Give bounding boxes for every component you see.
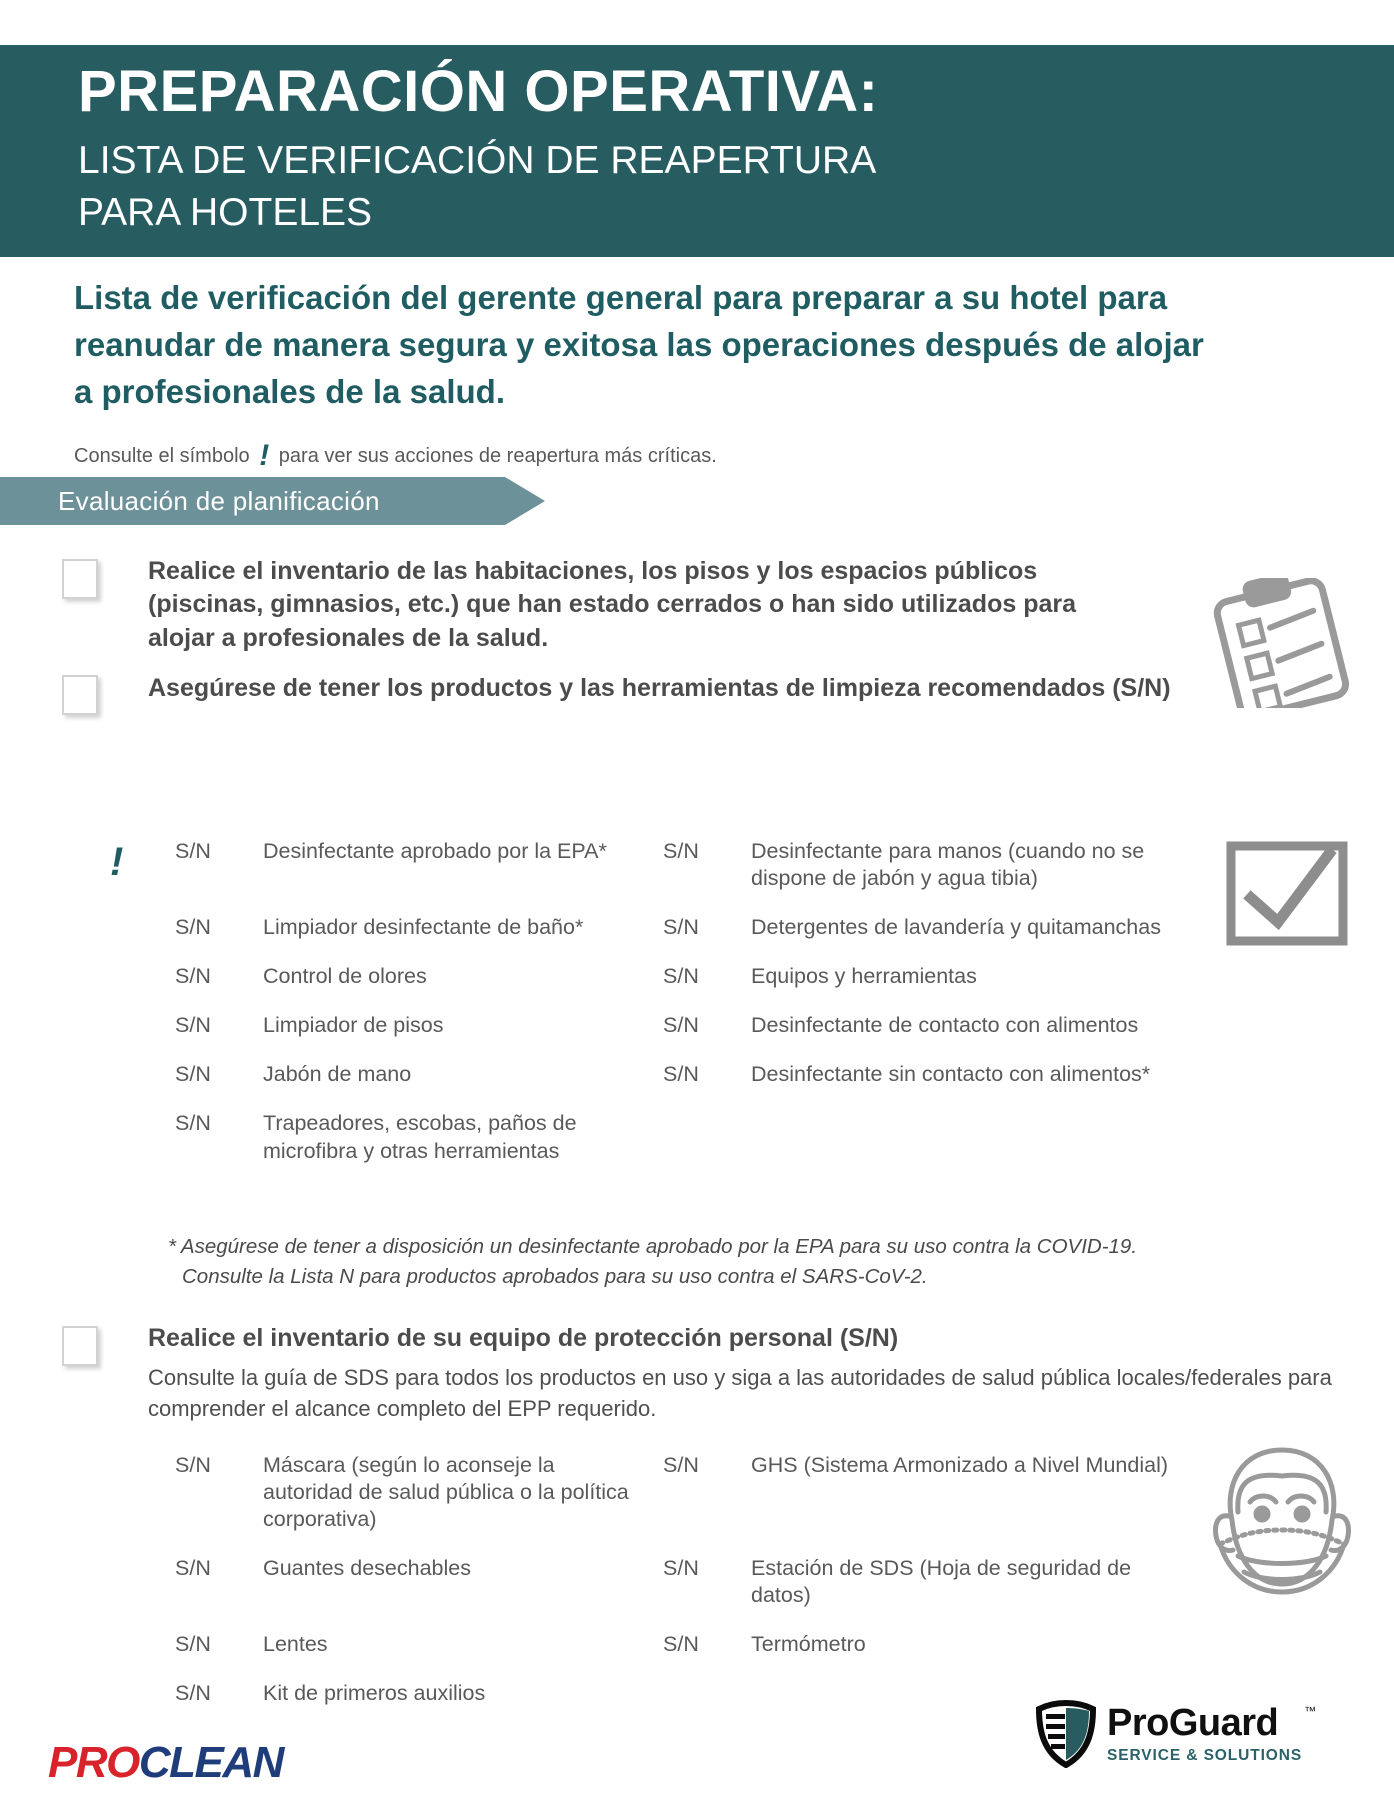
sn-item-label: Desinfectante de contacto con alimentos bbox=[751, 1013, 1139, 1038]
sn-label[interactable]: S/N bbox=[175, 1013, 211, 1038]
proguard-trademark: ™ bbox=[1304, 1703, 1317, 1718]
page-subtitle-line1: LISTA DE VERIFICACIÓN DE REAPERTURA bbox=[78, 139, 877, 182]
intro-note bbox=[74, 432, 1214, 474]
sn-label[interactable]: S/N bbox=[175, 1111, 211, 1136]
intro-note-before: Consulte el símbolo bbox=[74, 444, 250, 467]
exclamation-icon: ! bbox=[259, 438, 270, 472]
sn-label[interactable] bbox=[663, 1110, 751, 1186]
sn-item-label: Equipos y herramientas bbox=[751, 964, 977, 989]
proguard-tagline: SERVICE & SOLUTIONS bbox=[1107, 1746, 1303, 1764]
proclean-logo bbox=[48, 1738, 283, 1788]
checkbox-item-2[interactable] bbox=[62, 675, 98, 715]
masked-face-icon bbox=[1198, 1432, 1366, 1604]
epa-footnote-line1: * Asegúrese de tener a disposición un desinfectante aprobado por la EPA para su uso contra la COVID-19. bbox=[168, 1235, 1138, 1258]
sn-label[interactable] bbox=[663, 1680, 751, 1729]
sn-label[interactable]: S/N bbox=[663, 1632, 699, 1657]
sn-label[interactable]: S/N bbox=[663, 839, 699, 863]
ppe-grid bbox=[175, 1452, 1185, 1730]
shield-icon bbox=[1035, 1700, 1097, 1768]
sn-label[interactable]: S/N bbox=[663, 964, 699, 989]
sn-item-label: Desinfectante aprobado por la EPA* bbox=[263, 839, 607, 863]
checkmark-box-icon bbox=[1225, 840, 1355, 950]
sn-item-label: Kit de primeros auxilios bbox=[263, 1681, 486, 1706]
proguard-wordmark bbox=[1107, 1701, 1317, 1765]
sn-label[interactable]: S/N bbox=[663, 1013, 699, 1038]
sn-item-label: Limpiador de pisos bbox=[263, 1013, 444, 1038]
sn-label[interactable]: S/N bbox=[175, 915, 211, 940]
page-subtitle bbox=[78, 135, 1178, 239]
checkbox-item-1[interactable] bbox=[62, 559, 98, 599]
sn-label[interactable]: S/N bbox=[175, 839, 211, 863]
sn-label[interactable]: S/N bbox=[175, 1556, 211, 1581]
sn-label[interactable]: S/N bbox=[175, 1062, 211, 1087]
proguard-name: ProGuard bbox=[1107, 1701, 1279, 1744]
proclean-logo-pro: PRO bbox=[48, 1738, 139, 1787]
proguard-logo bbox=[1035, 1700, 1317, 1768]
sn-label[interactable]: S/N bbox=[663, 1062, 699, 1087]
sn-item-label: Control de olores bbox=[263, 964, 427, 989]
intro-note-after: para ver sus acciones de reapertura más críticas. bbox=[278, 444, 717, 467]
page-header bbox=[0, 45, 1394, 257]
sn-item-label bbox=[751, 1110, 1195, 1186]
sn-item-label: Trapeadores, escobas, paños de microfibra y otras herramientas bbox=[263, 1111, 577, 1163]
sn-item-label: Termómetro bbox=[751, 1632, 866, 1657]
page-title: PREPARACIÓN OPERATIVA: bbox=[78, 59, 879, 124]
sn-item-label: Desinfectante para manos (cuando no se dispone de jabón y agua tibia) bbox=[751, 839, 1145, 891]
section-banner bbox=[0, 477, 545, 525]
cleaning-products-grid bbox=[175, 838, 1195, 1187]
sn-item-label: GHS (Sistema Armonizado a Nivel Mundial) bbox=[751, 1453, 1169, 1477]
sn-item-label: Jabón de mano bbox=[263, 1062, 412, 1087]
proclean-logo-clean: CLEAN bbox=[138, 1738, 283, 1787]
sn-label[interactable]: S/N bbox=[663, 915, 699, 940]
sn-item-label: Máscara (según lo aconseje la autoridad de salud pública o la política corporativa) bbox=[263, 1453, 629, 1532]
section-banner-label: Evaluación de planificación bbox=[58, 486, 380, 516]
epa-footnote bbox=[168, 1232, 1348, 1291]
checklist-item-1 bbox=[62, 555, 1082, 655]
sn-item-label: Lentes bbox=[263, 1632, 328, 1657]
sn-item-label: Guantes desechables bbox=[263, 1556, 471, 1581]
checkbox-item-3[interactable] bbox=[62, 1326, 98, 1366]
sn-label[interactable]: S/N bbox=[175, 1681, 211, 1706]
page-subtitle-line2: PARA HOTELES bbox=[78, 190, 373, 234]
checklist-item-3 bbox=[62, 1322, 1342, 1424]
sn-label[interactable]: S/N bbox=[663, 1453, 699, 1477]
sn-item-label: Limpiador desinfectante de baño* bbox=[263, 915, 584, 940]
checklist-item-3-label: Realice el inventario de su equipo de protección personal (S/N) bbox=[148, 1324, 899, 1352]
sn-item-label: Detergentes de lavandería y quitamanchas bbox=[751, 915, 1161, 940]
intro-block bbox=[74, 275, 1214, 474]
intro-lead-text: Lista de verificación del gerente general para preparar a su hotel para reanudar de manera segura y exitosa las operaciones después de alojar a profesionales de la salud. bbox=[74, 279, 1204, 410]
sn-label[interactable]: S/N bbox=[663, 1556, 699, 1581]
sn-label[interactable]: S/N bbox=[175, 1453, 211, 1477]
checklist-item-1-label: Realice el inventario de las habitaciones, los pisos y los espacios públicos (piscinas, gimnasios, etc.) que han estado cerrados o han sido utilizados para alojar a profesionales de la salud. bbox=[148, 557, 1077, 652]
checklist-item-2-label: Asegúrese de tener los productos y las herramientas de limpieza recomendados (S/N) bbox=[148, 674, 1171, 702]
epa-footnote-line2: Consulte la Lista N para productos aprobados para su uso contra el SARS-CoV-2. bbox=[182, 1264, 928, 1288]
sn-item-label: Desinfectante sin contacto con alimentos* bbox=[751, 1062, 1151, 1087]
checklist-item-3-subtext: Consulte la guía de SDS para todos los productos en uso y siga a las autoridades de salud pública locales/federales para comprender el alcance completo del EPP requerido. bbox=[148, 1365, 1332, 1421]
priority-exclamation-icon: ! bbox=[110, 840, 124, 884]
sn-label[interactable]: S/N bbox=[175, 964, 211, 989]
sn-label[interactable]: S/N bbox=[175, 1632, 211, 1657]
sn-item-label: Estación de SDS (Hoja de seguridad de datos) bbox=[751, 1556, 1132, 1608]
checklist-item-2 bbox=[62, 672, 1262, 705]
